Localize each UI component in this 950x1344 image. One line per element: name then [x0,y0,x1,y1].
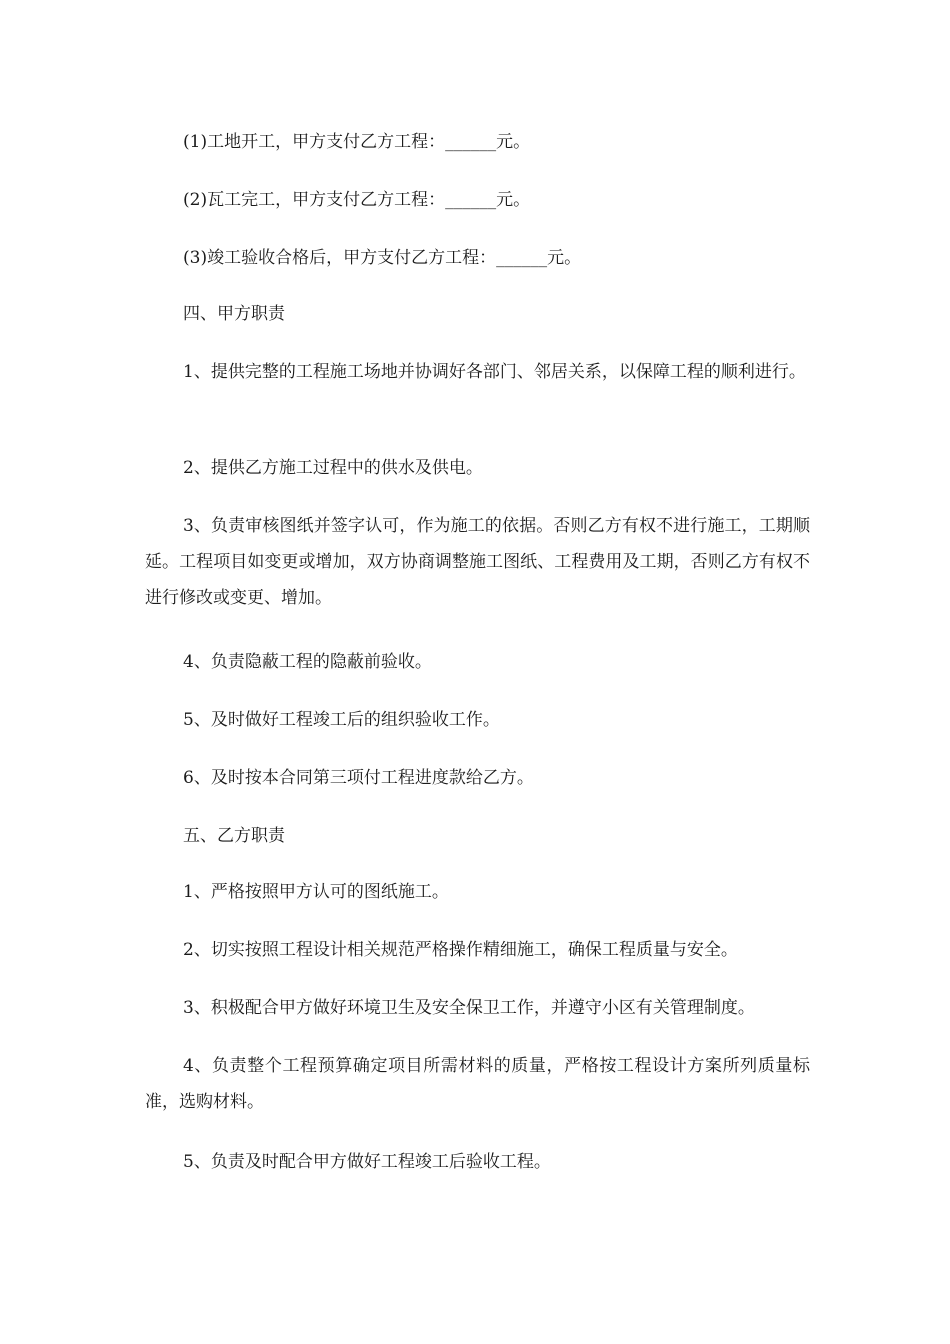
party-b-duty-5: 5、负责及时配合甲方做好工程竣工后验收工程。 [183,1152,551,1172]
party-a-duty-1: 1、提供完整的工程施工场地并协调好各部门、邻居关系，以保障工程的顺利进行。 [183,362,806,382]
party-b-duty-1: 1、严格按照甲方认可的图纸施工。 [183,882,449,902]
payment-item-3: (3)竣工验收合格后，甲方支付乙方工程：______元。 [183,248,582,268]
party-a-duty-5: 5、及时做好工程竣工后的组织验收工作。 [183,710,500,730]
section-heading-party-a: 四、甲方职责 [183,304,285,324]
payment-item-2: (2)瓦工完工，甲方支付乙方工程：______元。 [183,190,531,210]
payment-item-1: (1)工地开工，甲方支付乙方工程：______元。 [183,132,531,152]
party-b-duty-4: 4、负责整个工程预算确定项目所需材料的质量，严格按工程设计方案所列质量标准，选购材料。 [145,1056,810,1112]
party-a-duty-6: 6、及时按本合同第三项付工程进度款给乙方。 [183,768,534,788]
party-a-duty-2: 2、提供乙方施工过程中的供水及供电。 [183,458,483,478]
party-a-duty-4: 4、负责隐蔽工程的隐蔽前验收。 [183,652,432,672]
party-b-duty-2: 2、切实按照工程设计相关规范严格操作精细施工，确保工程质量与安全。 [183,940,738,960]
section-heading-party-b: 五、乙方职责 [183,826,285,846]
party-a-duty-3: 3、负责审核图纸并签字认可，作为施工的依据。否则乙方有权不进行施工，工期顺延。工程项目如变更或增加，双方协商调整施工图纸、工程费用及工期，否则乙方有权不进行修改或变更、增加。 [145,516,810,608]
party-b-duty-3: 3、积极配合甲方做好环境卫生及安全保卫工作，并遵守小区有关管理制度。 [183,998,755,1018]
